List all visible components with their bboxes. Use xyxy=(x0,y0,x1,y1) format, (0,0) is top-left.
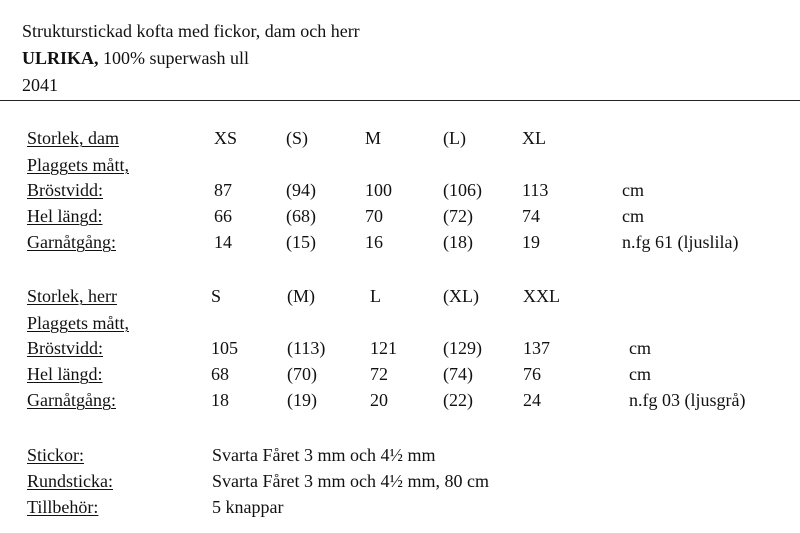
dam-size-row xyxy=(0,126,800,150)
herr-value: (113) xyxy=(287,338,326,358)
herr-value: 24 xyxy=(523,390,541,410)
herr-unit: cm xyxy=(629,338,651,358)
dam-value: (15) xyxy=(286,232,316,252)
yarn-name: ULRIKA, xyxy=(22,48,99,68)
herr-value: 20 xyxy=(370,390,388,410)
dam-value: 87 xyxy=(214,180,232,200)
pattern-number: 2041 xyxy=(22,75,58,95)
dam-row-label: Hel längd: xyxy=(27,206,103,226)
herr-unit: cm xyxy=(629,364,651,384)
dam-size-1: (S) xyxy=(286,128,308,148)
dam-value: (68) xyxy=(286,206,316,226)
herr-value: (19) xyxy=(287,390,317,410)
herr-size-label: Storlek, herr xyxy=(27,286,117,306)
dam-value: (18) xyxy=(443,232,473,252)
material-value: 5 knappar xyxy=(212,497,284,517)
dam-measure-row xyxy=(0,153,800,177)
dam-measure-label: Plaggets mått, xyxy=(27,155,129,175)
herr-size-3: (XL) xyxy=(443,286,479,306)
herr-measure-row xyxy=(0,311,800,335)
herr-size-4: XXL xyxy=(523,286,560,306)
herr-value: 72 xyxy=(370,364,388,384)
dam-value: (106) xyxy=(443,180,482,200)
material-value: Svarta Fåret 3 mm och 4½ mm xyxy=(212,445,436,465)
dam-value: 74 xyxy=(522,206,540,226)
herr-value: (22) xyxy=(443,390,473,410)
herr-value: 121 xyxy=(370,338,397,358)
dam-value: (72) xyxy=(443,206,473,226)
herr-measure-label: Plaggets mått, xyxy=(27,313,129,333)
dam-size-label: Storlek, dam xyxy=(27,128,119,148)
material-circular xyxy=(0,469,800,493)
herr-value: (74) xyxy=(443,364,473,384)
material-label: Stickor: xyxy=(27,445,84,465)
dam-value: 66 xyxy=(214,206,232,226)
herr-row-length xyxy=(0,362,800,386)
dam-row-label: Garnåtgång: xyxy=(27,232,116,252)
dam-unit: cm xyxy=(622,180,644,200)
pattern-title: Strukturstickad kofta med fickor, dam och herr xyxy=(22,21,360,41)
dam-size-4: XL xyxy=(522,128,546,148)
herr-row-bust xyxy=(0,336,800,360)
herr-row-label: Bröstvidd: xyxy=(27,338,104,358)
yarn-line xyxy=(22,47,249,69)
dam-row-bust xyxy=(0,178,800,202)
dam-size-3: (L) xyxy=(443,128,466,148)
dam-row-length xyxy=(0,204,800,228)
dam-value: 100 xyxy=(365,180,392,200)
dam-unit: cm xyxy=(622,206,644,226)
dam-value: 19 xyxy=(522,232,540,252)
dam-size-2: M xyxy=(365,128,382,148)
yarn-description: 100% superwash ull xyxy=(98,48,249,68)
herr-value: 18 xyxy=(211,390,229,410)
material-label: Tillbehör: xyxy=(27,497,99,517)
dam-unit: n.fg 61 (ljuslila) xyxy=(622,232,739,252)
dam-value: 113 xyxy=(522,180,549,200)
herr-value: 105 xyxy=(211,338,238,358)
herr-size-0: S xyxy=(211,286,222,306)
material-value: Svarta Fåret 3 mm och 4½ mm, 80 cm xyxy=(212,471,489,491)
herr-size-2: L xyxy=(370,286,381,306)
dam-value: 14 xyxy=(214,232,232,252)
herr-unit: n.fg 03 (ljusgrå) xyxy=(629,390,746,410)
material-accessories xyxy=(0,495,800,519)
dam-size-0: XS xyxy=(214,128,238,148)
herr-row-yarn xyxy=(0,388,800,412)
dam-row-label: Bröstvidd: xyxy=(27,180,104,200)
dam-value: 16 xyxy=(365,232,383,252)
herr-value: 76 xyxy=(523,364,541,384)
herr-value: 137 xyxy=(523,338,550,358)
herr-value: (129) xyxy=(443,338,482,358)
material-needles xyxy=(0,443,800,467)
herr-row-label: Hel längd: xyxy=(27,364,103,384)
dam-value: 70 xyxy=(365,206,383,226)
dam-value: (94) xyxy=(286,180,316,200)
dam-row-yarn xyxy=(0,230,800,254)
herr-size-row xyxy=(0,284,800,308)
header-divider xyxy=(0,100,800,101)
material-label: Rundsticka: xyxy=(27,471,113,491)
herr-size-1: (M) xyxy=(287,286,315,306)
herr-value: (70) xyxy=(287,364,317,384)
herr-row-label: Garnåtgång: xyxy=(27,390,116,410)
herr-value: 68 xyxy=(211,364,229,384)
